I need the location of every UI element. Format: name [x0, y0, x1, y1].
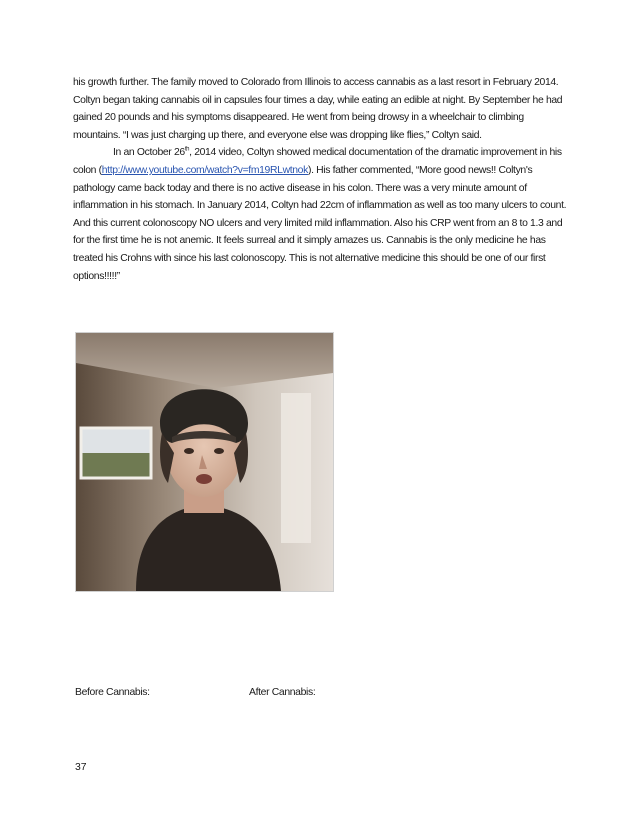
body-text	[73, 74, 573, 285]
before-cannabis-caption: Before Cannabis:	[75, 687, 150, 698]
paragraph-2-part-1: In an October 26	[113, 147, 185, 159]
paragraph-2	[73, 144, 573, 285]
after-cannabis-caption: After Cannabis:	[249, 687, 316, 698]
paragraph-2-part-3: ). His father commented, “More good news!! Coltyn's pathology came back today and there is no active disease in his colon. There was a very minute amount of inflammation in his stomach. In January 2014, Coltyn had 22cm of inflammation as well as too many ulcers to count. And this current colonoscopy NO ulcers and very limited mild inflammation. Also his CRP went from an 8 to 1.3 and for the first time he is not anemic. It feels surreal and it simply amazes us. Cannabis is the only medicine he has treated his Crohns with since his last colonoscopy. This is not alternative medicine this should be one of our first options!!!!!”	[73, 164, 567, 282]
page-number: 37	[75, 762, 87, 773]
ordinal-superscript: th	[184, 146, 190, 153]
paragraph-2-part-2: , 2014 video, Coltyn showed medical documentation of the dramatic improvement in his colon (	[73, 147, 562, 176]
youtube-link[interactable]: http://www.youtube.com/watch?v=fm19RLwtnok	[101, 164, 308, 176]
paragraph-1: his growth further. The family moved to Colorado from Illinois to access cannabis as a last resort in February 2014. Coltyn began taking cannabis oil in capsules four times a day, while eating an edible at night. By September he had gained 20 pounds and his symptoms disappeared. He went from being drowsy in a wheelchair to climbing mountains. “I was just charging up there, and everyone else was dropping like flies,” Coltyn said.	[73, 77, 563, 141]
coltyn-photo	[75, 332, 334, 592]
